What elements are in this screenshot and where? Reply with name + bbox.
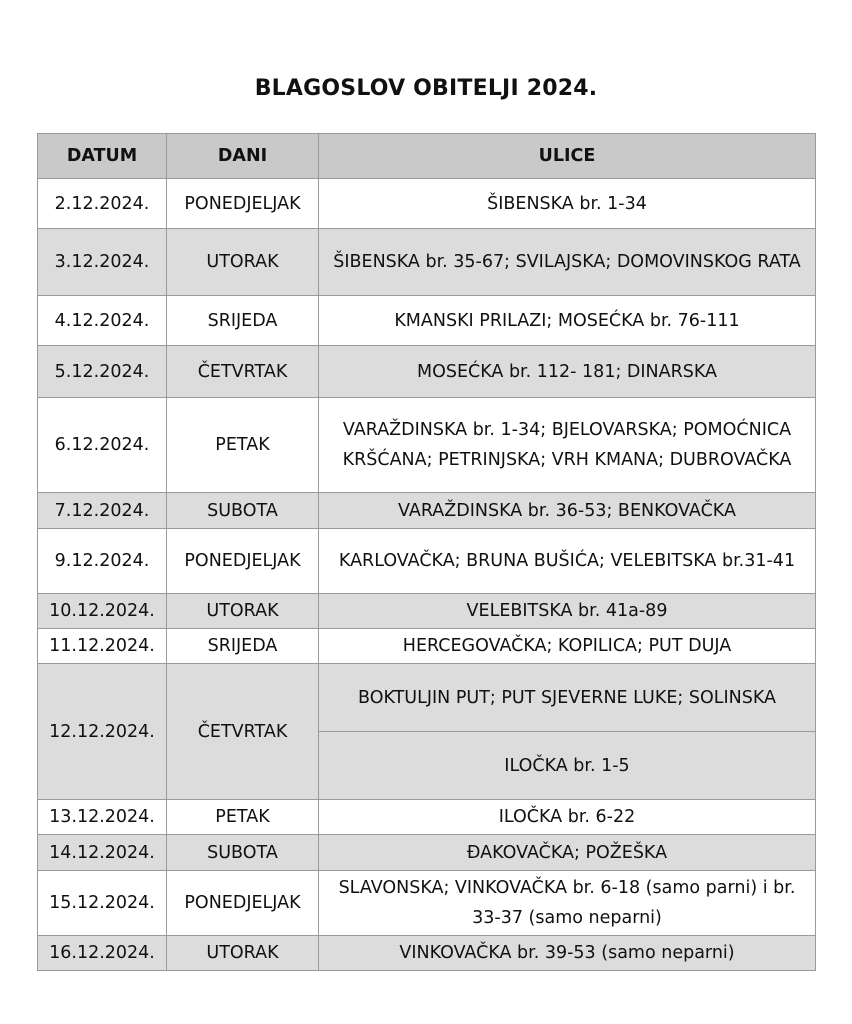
- cell-dan: PONEDJELJAK: [167, 871, 319, 936]
- cell-datum: 14.12.2024.: [38, 835, 167, 871]
- table-row: [38, 179, 816, 229]
- table-row: [38, 664, 816, 732]
- cell-datum: 4.12.2024.: [38, 296, 167, 346]
- cell-dan: UTORAK: [167, 229, 319, 296]
- cell-ulice: KARLOVAČKA; BRUNA BUŠIĆA; VELEBITSKA br.31-41: [319, 529, 816, 594]
- cell-dan: SUBOTA: [167, 493, 319, 529]
- cell-ulice: MOSEĆKA br. 112- 181; DINARSKA: [319, 346, 816, 398]
- table-row: [38, 296, 816, 346]
- cell-ulice: KMANSKI PRILAZI; MOSEĆKA br. 76-111: [319, 296, 816, 346]
- cell-dan: SRIJEDA: [167, 629, 319, 664]
- cell-ulice: ILOČKA br. 6-22: [319, 800, 816, 835]
- cell-dan: UTORAK: [167, 594, 319, 629]
- cell-ulice: VELEBITSKA br. 41a-89: [319, 594, 816, 629]
- cell-dan: PETAK: [167, 398, 319, 493]
- table-row: [38, 493, 816, 529]
- cell-dan: ČETVRTAK: [167, 346, 319, 398]
- table-row: [38, 936, 816, 971]
- table-header-row: [38, 134, 816, 179]
- table-row: [38, 594, 816, 629]
- cell-datum: 3.12.2024.: [38, 229, 167, 296]
- cell-datum: 13.12.2024.: [38, 800, 167, 835]
- table-row: [38, 629, 816, 664]
- cell-ulice: HERCEGOVAČKA; KOPILICA; PUT DUJA: [319, 629, 816, 664]
- header-dani: DANI: [167, 134, 319, 179]
- cell-datum: 7.12.2024.: [38, 493, 167, 529]
- table-row: [38, 346, 816, 398]
- cell-ulice: ĐAKOVAČKA; POŽEŠKA: [319, 835, 816, 871]
- page-title: BLAGOSLOV OBITELJI 2024.: [254, 76, 598, 101]
- header-ulice: ULICE: [319, 134, 816, 179]
- cell-dan: PONEDJELJAK: [167, 529, 319, 594]
- schedule-table: [37, 133, 816, 971]
- cell-ulice: ŠIBENSKA br. 1-34: [319, 179, 816, 229]
- table-row: [38, 229, 816, 296]
- cell-datum: 5.12.2024.: [38, 346, 167, 398]
- cell-ulice: VINKOVAČKA br. 39-53 (samo neparni): [319, 936, 816, 971]
- table-row: [38, 529, 816, 594]
- cell-ulice: SLAVONSKA; VINKOVAČKA br. 6-18 (samo parni) i br. 33-37 (samo neparni): [319, 871, 816, 936]
- header-datum: DATUM: [38, 134, 167, 179]
- table-row: [38, 398, 816, 493]
- cell-ulice: BOKTULJIN PUT; PUT SJEVERNE LUKE; SOLINSKA: [319, 664, 816, 732]
- cell-datum: 12.12.2024.: [38, 664, 167, 800]
- cell-datum: 2.12.2024.: [38, 179, 167, 229]
- cell-datum: 10.12.2024.: [38, 594, 167, 629]
- cell-datum: 15.12.2024.: [38, 871, 167, 936]
- cell-datum: 16.12.2024.: [38, 936, 167, 971]
- cell-datum: 6.12.2024.: [38, 398, 167, 493]
- cell-datum: 9.12.2024.: [38, 529, 167, 594]
- cell-dan: UTORAK: [167, 936, 319, 971]
- cell-ulice: ŠIBENSKA br. 35-67; SVILAJSKA; DOMOVINSKOG RATA: [319, 229, 816, 296]
- cell-datum: 11.12.2024.: [38, 629, 167, 664]
- cell-dan: SUBOTA: [167, 835, 319, 871]
- table-row: [38, 800, 816, 835]
- cell-dan: SRIJEDA: [167, 296, 319, 346]
- table-row: [38, 871, 816, 936]
- cell-ulice: ILOČKA br. 1-5: [319, 732, 816, 800]
- cell-dan: PETAK: [167, 800, 319, 835]
- cell-ulice: VARAŽDINSKA br. 1-34; BJELOVARSKA; POMOĆNICA KRŠĆANA; PETRINJSKA; VRH KMANA; DUBROVAČKA: [319, 398, 816, 493]
- cell-ulice: VARAŽDINSKA br. 36-53; BENKOVAČKA: [319, 493, 816, 529]
- cell-dan: ČETVRTAK: [167, 664, 319, 800]
- table-row: [38, 835, 816, 871]
- cell-dan: PONEDJELJAK: [167, 179, 319, 229]
